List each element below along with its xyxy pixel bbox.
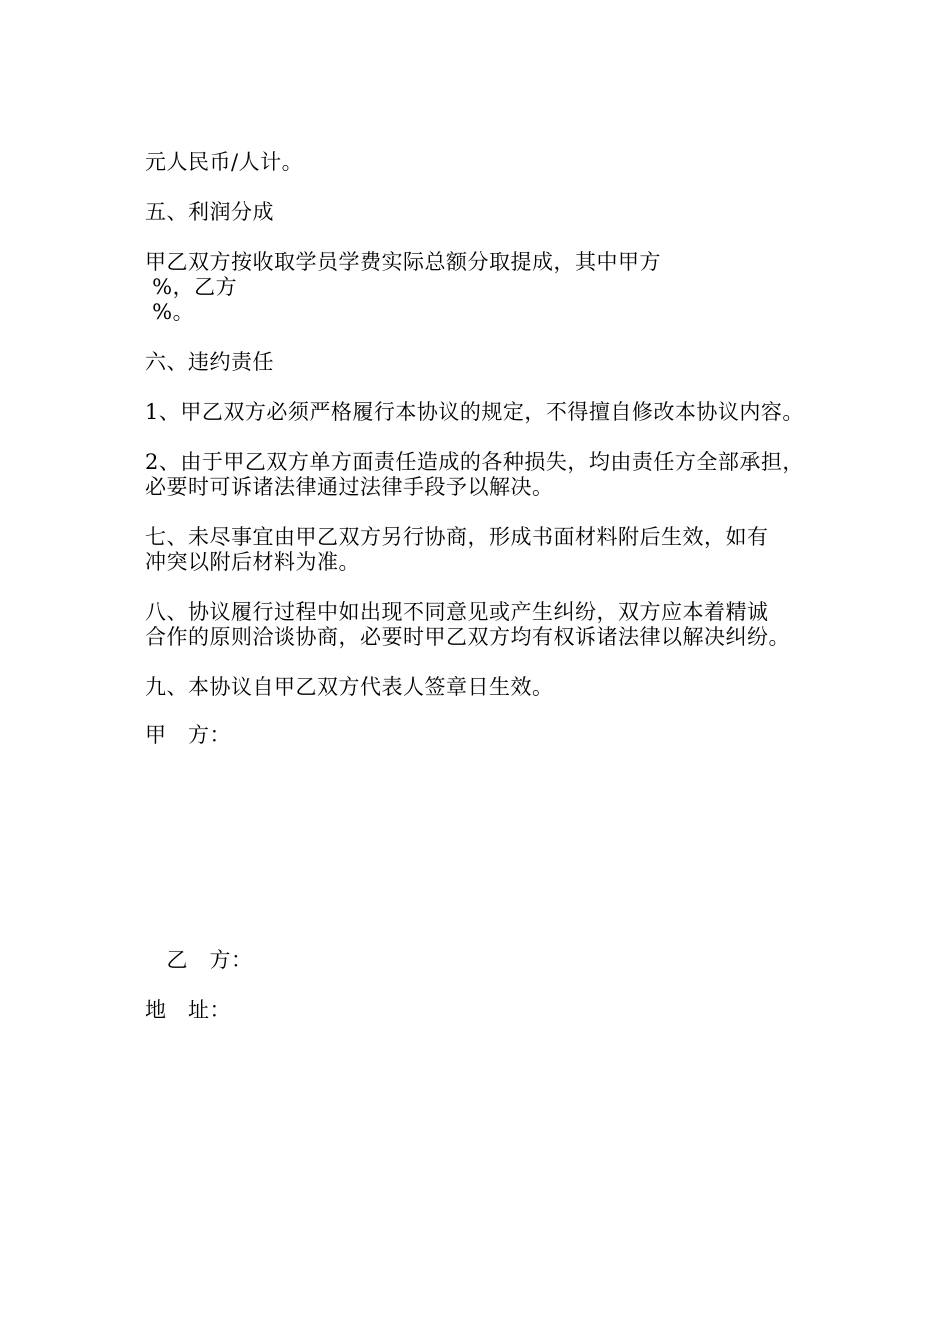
text-line: 冲突以附后材料为准。 <box>145 550 360 574</box>
text-line: 合作的原则洽谈协商，必要时甲乙双方均有权诉诸法律以解决纠纷。 <box>145 625 790 649</box>
text-line: %。 <box>145 300 195 324</box>
text-line: 甲乙双方按收取学员学费实际总额分取提成，其中甲方 <box>145 250 661 274</box>
text-line: 2、由于甲乙双方单方面责任造成的各种损失，均由责任方全部承担， <box>145 450 804 474</box>
section-heading: 六、违约责任 <box>145 350 274 374</box>
address-label: 地 址： <box>145 998 231 1022</box>
text-line: 八、协议履行过程中如出现不同意见或产生纠纷，双方应本着精诚 <box>145 600 769 624</box>
text-line: 元人民币/人计。 <box>145 150 304 174</box>
text-line: 必要时可诉诸法律通过法律手段予以解决。 <box>145 475 554 499</box>
party-b-label: 乙 方： <box>145 948 253 972</box>
text-line: 九、本协议自甲乙双方代表人签章日生效。 <box>145 675 554 699</box>
text-line: 1、甲乙双方必须严格履行本协议的规定，不得擅自修改本协议内容。 <box>145 400 804 424</box>
section-heading: 五、利润分成 <box>145 200 274 224</box>
text-line: 七、未尽事宜由甲乙双方另行协商，形成书面材料附后生效，如有 <box>145 525 769 549</box>
party-a-label: 甲 方： <box>145 723 231 747</box>
text-line: %，乙方 <box>145 275 238 299</box>
